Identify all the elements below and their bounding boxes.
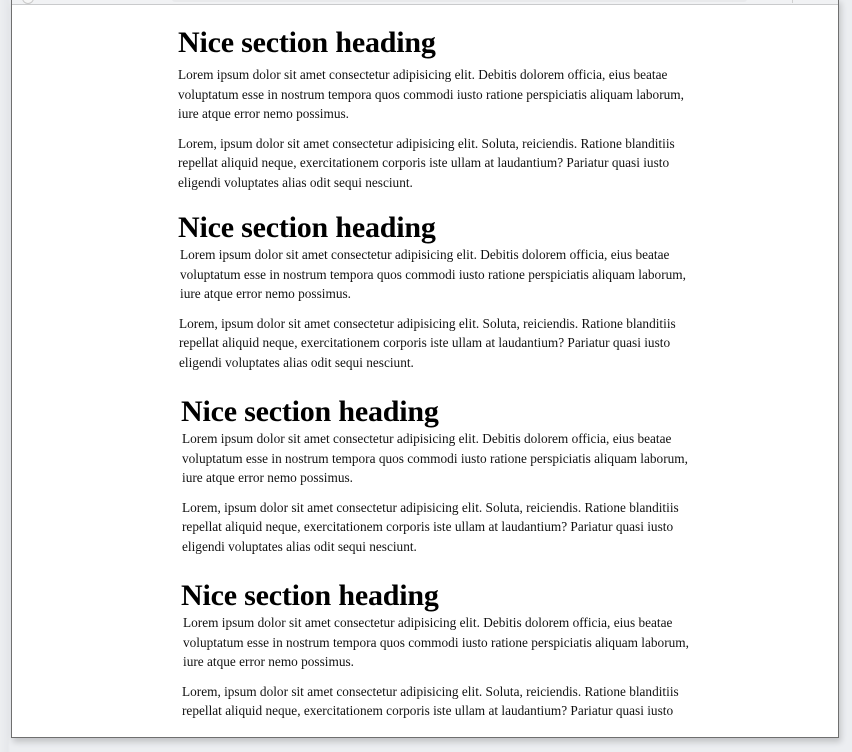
section-heading: Nice section heading bbox=[181, 579, 439, 612]
section-paragraph: Lorem, ipsum dolor sit amet consectetur adipisicing elit. Soluta, reiciendis. Ratione blanditiis repellat aliquid neque, exercitationem corporis iste ullam at laudantium? Pariatur quasi iusto bbox=[182, 683, 679, 718]
section-paragraph: Lorem, ipsum dolor sit amet consectetur adipisicing elit. Soluta, reiciendis. Ratione blanditiis repellat aliquid neque, exercitationem corporis iste ullam at laudantium? Pariatur quasi iusto eligendi voluptates alias odit sequi nesciunt. bbox=[182, 499, 679, 554]
section-paragraph: Lorem ipsum dolor sit amet consectetur adipisicing elit. Debitis dolorem officia, eius beatae voluptatum esse in nostrum tempora quos commodi iusto ratione perspiciatis aliquam laborum, iure atque error nemo possimus. bbox=[180, 247, 686, 301]
section-heading: Nice section heading bbox=[178, 26, 436, 59]
address-bar[interactable] bbox=[172, 0, 747, 2]
section-heading: Nice section heading bbox=[181, 395, 439, 428]
content-section-1 bbox=[178, 26, 688, 192]
section-paragraph: Lorem ipsum dolor sit amet consectetur adipisicing elit. Debitis dolorem officia, eius beatae voluptatum esse in nostrum tempora quos commodi iusto ratione perspiciatis aliquam laborum, iure atque error nemo possimus. bbox=[183, 615, 689, 669]
toolbar-divider bbox=[792, 0, 793, 3]
content-section-4 bbox=[181, 579, 691, 721]
section-heading: Nice section heading bbox=[178, 211, 436, 244]
section-paragraph: Lorem, ipsum dolor sit amet consectetur adipisicing elit. Soluta, reiciendis. Ratione blanditiis repellat aliquid neque, exercitationem corporis iste ullam at laudantium? Pariatur quasi iusto eligendi voluptates alias odit sequi nesciunt. bbox=[179, 315, 676, 370]
reload-icon[interactable] bbox=[22, 0, 34, 4]
browser-window bbox=[11, 0, 839, 738]
content-section-3 bbox=[181, 395, 691, 556]
page-content[interactable] bbox=[12, 5, 838, 737]
content-section-2 bbox=[178, 211, 688, 372]
section-paragraph: Lorem, ipsum dolor sit amet consectetur adipisicing elit. Soluta, reiciendis. Ratione blanditiis repellat aliquid neque, exercitationem corporis iste ullam at laudantium? Pariatur quasi iusto eligendi voluptates alias odit sequi nesciunt. bbox=[178, 135, 675, 190]
section-paragraph: Lorem ipsum dolor sit amet consectetur adipisicing elit. Debitis dolorem officia, eius beatae voluptatum esse in nostrum tempora quos commodi iusto ratione perspiciatis aliquam laborum, iure atque error nemo possimus. bbox=[178, 67, 684, 121]
section-paragraph: Lorem ipsum dolor sit amet consectetur adipisicing elit. Debitis dolorem officia, eius beatae voluptatum esse in nostrum tempora quos commodi iusto ratione perspiciatis aliquam laborum, iure atque error nemo possimus. bbox=[182, 431, 688, 485]
